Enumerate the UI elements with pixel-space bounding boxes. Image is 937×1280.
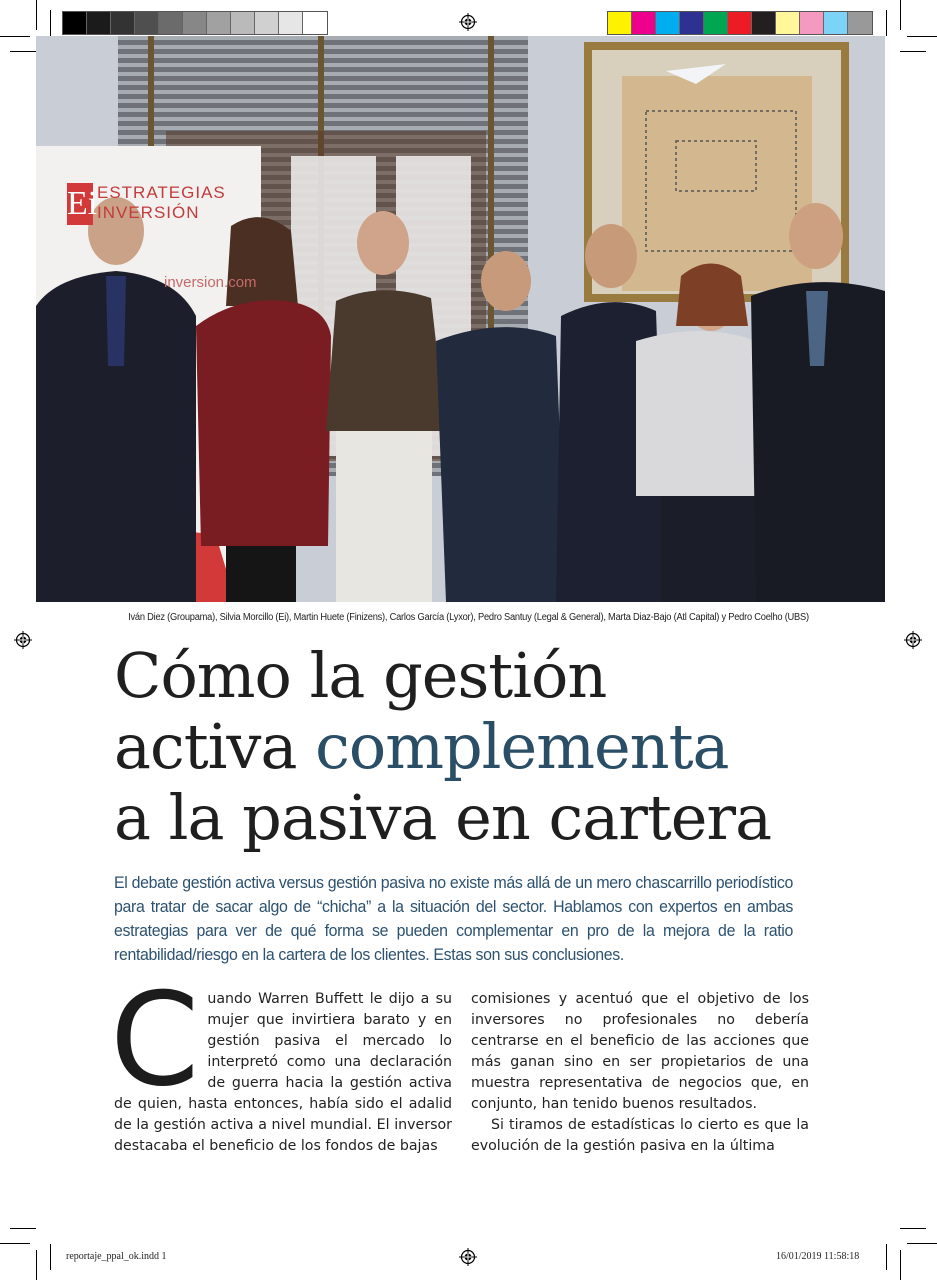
- article-title: [114, 640, 771, 853]
- registration-mark-icon: [459, 13, 477, 31]
- title-line-1: Cómo la gestión: [114, 639, 607, 712]
- crop-mark: [907, 36, 937, 37]
- crop-mark: [907, 1243, 937, 1244]
- body-paragraph: comisiones y acentuó que el objetivo de los inversores no profesionales no debería centrarse en el beneficio de las acciones que más ganan sino en ser propietarios de una muestra representativa de negocios que, en conjunto, han tenido buenos resultados.: [471, 991, 809, 1112]
- slug-filename: reportaje_ppal_ok.indd 1: [66, 1251, 167, 1262]
- crop-mark: [900, 1228, 926, 1229]
- ei-logo: Ei: [67, 183, 93, 225]
- color-swatch: [87, 12, 111, 34]
- crop-mark: [36, 1250, 37, 1280]
- registration-mark-icon: [14, 631, 32, 649]
- banner-logo: [67, 183, 226, 225]
- registration-mark-icon: [904, 631, 922, 649]
- color-swatch: [135, 12, 159, 34]
- crop-mark: [10, 1228, 36, 1229]
- banner-line-2: INVERSIÓN: [97, 203, 200, 222]
- slug-timestamp: 16/01/2019 11:58:18: [776, 1251, 860, 1262]
- crop-mark: [50, 10, 51, 36]
- color-swatch: [608, 12, 632, 34]
- color-swatch: [632, 12, 656, 34]
- color-swatch: [303, 12, 327, 34]
- color-swatch: [656, 12, 680, 34]
- color-swatch: [279, 12, 303, 34]
- title-line-2-text: activa: [114, 710, 316, 783]
- crop-mark: [50, 1244, 51, 1270]
- crop-mark: [886, 1244, 887, 1270]
- color-swatch: [183, 12, 207, 34]
- crop-mark: [900, 0, 901, 30]
- photo-caption: Iván Diez (Groupama), Silvia Morcillo (Ei), Martin Huete (Finizens), Carlos García (Lyxor), Pedro Santuy (Legal & General), Marta Diaz-Bajo (Atl Capital) y Pedro Coelho (UBS): [128, 612, 809, 623]
- body-paragraph: uando Warren Buffett le dijo a su mujer que invirtiera barato y en gestión pasiva el mercado lo interpretó como una declaración de guerra hacia la gestión activa de quien, hasta entonces, había sido el adalid de la gestión activa a nivel mundial. El inversor destacaba el beneficio de los fondos de bajas: [114, 991, 452, 1154]
- body-paragraph: Si tiramos de estadísticas lo cierto es que la evolución de la gestión pasiva en la última: [471, 1117, 809, 1154]
- crop-mark: [900, 51, 926, 52]
- crop-mark: [900, 1250, 901, 1280]
- color-swatch: [63, 12, 87, 34]
- photo-illustration: [36, 36, 885, 602]
- group-photo: [36, 36, 885, 602]
- crop-mark: [0, 1243, 30, 1244]
- color-swatch: [680, 12, 704, 34]
- color-swatch: [728, 12, 752, 34]
- crop-mark: [36, 0, 37, 30]
- banner-line-1: ESTRATEGIAS: [97, 183, 226, 202]
- gray-calibration-bar: [62, 11, 328, 35]
- color-swatch: [776, 12, 800, 34]
- color-calibration-bar: [607, 11, 873, 35]
- body-column-1: [110, 966, 452, 1157]
- color-swatch: [159, 12, 183, 34]
- color-swatch: [800, 12, 824, 34]
- title-accent-word: complementa: [315, 710, 729, 783]
- color-swatch: [207, 12, 231, 34]
- registration-mark-icon: [459, 1248, 477, 1266]
- color-swatch: [255, 12, 279, 34]
- article-intro: El debate gestión activa versus gestión pasiva no existe más allá de un mero chascarrillo periodístico para tratar de sacar algo de “chicha” a la situación del sector. Hablamos con expertos en ambas estrategias para ver de qué forma se pueden complementar en pro de la mejora de la ratio rentabilidad/riesgo en la cartera de los clientes. Estas son sus conclusiones.: [114, 874, 793, 964]
- banner-url: inversion.com: [164, 274, 257, 291]
- color-swatch: [848, 12, 872, 34]
- body-column-2: [471, 989, 809, 1157]
- color-swatch: [111, 12, 135, 34]
- crop-mark: [10, 51, 36, 52]
- drop-cap: C: [110, 966, 200, 1115]
- color-swatch: [824, 12, 848, 34]
- color-swatch: [231, 12, 255, 34]
- color-swatch: [752, 12, 776, 34]
- title-line-3: a la pasiva en cartera: [114, 781, 772, 854]
- crop-mark: [886, 10, 887, 36]
- crop-mark: [0, 36, 30, 37]
- title-line-2: [114, 711, 771, 782]
- color-swatch: [704, 12, 728, 34]
